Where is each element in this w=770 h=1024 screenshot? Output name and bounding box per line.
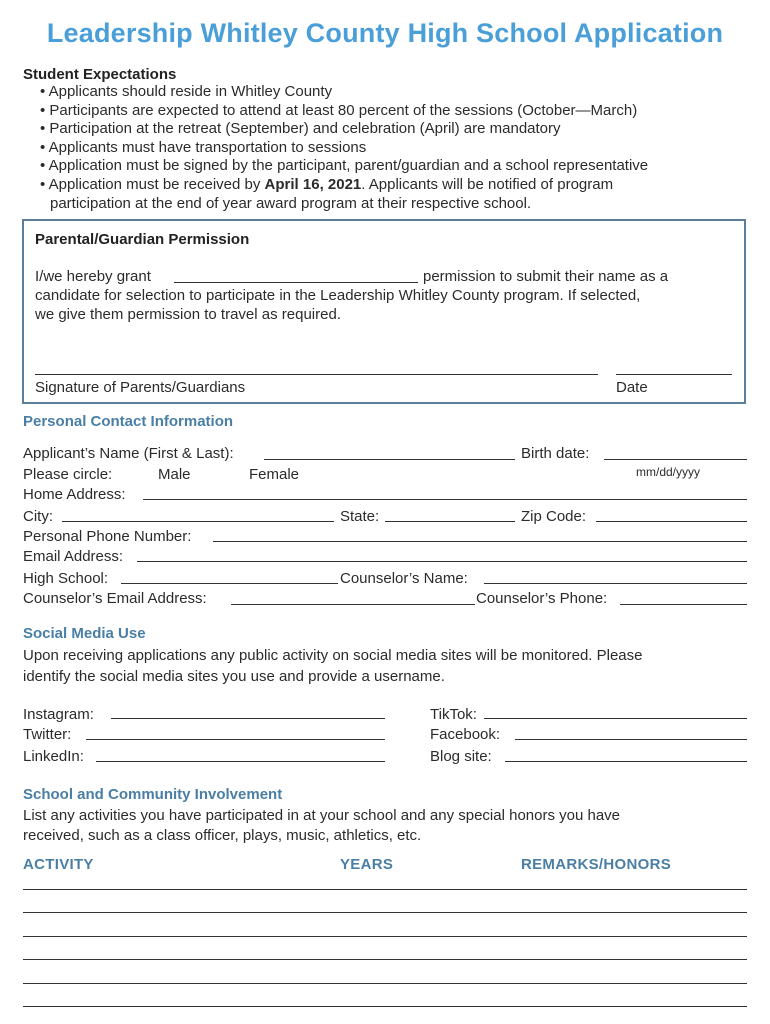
state-label: State: (340, 508, 380, 525)
counselor-name-field[interactable] (484, 583, 747, 584)
phone-field[interactable] (213, 541, 747, 542)
date-label: Date (616, 379, 648, 396)
column-remarks: REMARKS/HONORS (521, 856, 672, 873)
column-activity: ACTIVITY (23, 856, 94, 873)
list-item: • Applicants must have transportation to sessions (40, 138, 367, 156)
zip-field[interactable] (596, 521, 747, 522)
high-school-field[interactable] (121, 583, 338, 584)
date-line[interactable] (616, 374, 732, 375)
email-field[interactable] (137, 561, 747, 562)
tiktok-label: TikTok: (430, 706, 477, 723)
permission-text-line2: candidate for selection to participate in the Leadership Whitley County program. If selected, (35, 287, 641, 304)
involvement-heading: School and Community Involvement (23, 786, 283, 803)
instagram-label: Instagram: (23, 706, 94, 723)
twitter-label: Twitter: (23, 726, 72, 743)
activity-row-line[interactable] (23, 983, 747, 984)
applicant-name-label: Applicant’s Name (First & Last): (23, 445, 234, 462)
linkedin-label: LinkedIn: (23, 748, 84, 765)
activity-row-line[interactable] (23, 912, 747, 913)
birth-date-hint: mm/dd/yyyy (636, 465, 701, 479)
column-years: YEARS (340, 856, 394, 873)
gender-label: Please circle: (23, 466, 113, 483)
birth-date-field[interactable] (604, 459, 747, 460)
blog-label: Blog site: (430, 748, 492, 765)
list-item: • Application must be signed by the participant, parent/guardian and a school representative (40, 157, 649, 175)
list-item: • Participation at the retreat (September) and celebration (April) are mandatory (40, 120, 561, 138)
home-address-label: Home Address: (23, 486, 126, 503)
instagram-field[interactable] (111, 718, 385, 719)
tiktok-field[interactable] (484, 718, 747, 719)
twitter-field[interactable] (86, 739, 385, 740)
gender-option-male[interactable]: Male (158, 466, 191, 483)
expectations-list (40, 83, 752, 213)
city-field[interactable] (62, 521, 334, 522)
social-desc-line1: Upon receiving applications any public activity on social media sites will be monitored. Please (23, 647, 643, 664)
birth-date-label: Birth date: (521, 445, 590, 462)
counselor-email-label: Counselor’s Email Address: (23, 590, 207, 607)
involvement-desc-line2: received, such as a class officer, plays, music, athletics, etc. (23, 827, 422, 844)
signature-line[interactable] (35, 374, 598, 375)
linkedin-field[interactable] (96, 761, 385, 762)
counselor-name-label: Counselor’s Name: (340, 570, 468, 587)
blog-field[interactable] (505, 761, 747, 762)
permission-grant-text: permission to submit their name as a (423, 268, 669, 285)
counselor-email-field[interactable] (231, 604, 475, 605)
activity-row-line[interactable] (23, 1006, 747, 1007)
phone-label: Personal Phone Number: (23, 528, 192, 545)
applicant-name-field[interactable] (264, 459, 515, 460)
permission-grant-label: I/we hereby grant (35, 268, 151, 285)
list-item: • Application must be received by April 16, 2021. Applicants will be notified of program (40, 175, 614, 193)
activity-row-line[interactable] (23, 889, 747, 890)
permission-heading: Parental/Guardian Permission (35, 231, 250, 248)
signature-label: Signature of Parents/Guardians (35, 379, 246, 396)
list-item-continuation: participation at the end of year award program at their respective school. (50, 194, 532, 212)
home-address-field[interactable] (143, 499, 747, 500)
state-field[interactable] (385, 521, 515, 522)
grantee-name-line[interactable] (174, 282, 418, 283)
activity-row-line[interactable] (23, 936, 747, 937)
counselor-phone-label: Counselor’s Phone: (476, 590, 608, 607)
list-item: • Participants are expected to attend at least 80 percent of the sessions (October—March) (40, 101, 638, 119)
email-label: Email Address: (23, 548, 124, 565)
gender-option-female[interactable]: Female (249, 466, 300, 483)
social-heading: Social Media Use (23, 625, 146, 642)
city-label: City: (23, 508, 53, 525)
expectations-heading: Student Expectations (23, 66, 177, 83)
page-title: Leadership Whitley County High School Application (46, 18, 724, 48)
zip-label: Zip Code: (521, 508, 587, 525)
activity-row-line[interactable] (23, 959, 747, 960)
involvement-desc-line1: List any activities you have participated in at your school and any special honors you have (23, 807, 621, 824)
permission-text-line3: we give them permission to travel as required. (35, 306, 341, 323)
counselor-phone-field[interactable] (620, 604, 747, 605)
high-school-label: High School: (23, 570, 109, 587)
facebook-label: Facebook: (430, 726, 501, 743)
personal-heading: Personal Contact Information (23, 413, 234, 430)
list-item: • Applicants should reside in Whitley County (40, 83, 333, 100)
social-desc-line2: identify the social media sites you use and provide a username. (23, 668, 445, 685)
facebook-field[interactable] (515, 739, 747, 740)
